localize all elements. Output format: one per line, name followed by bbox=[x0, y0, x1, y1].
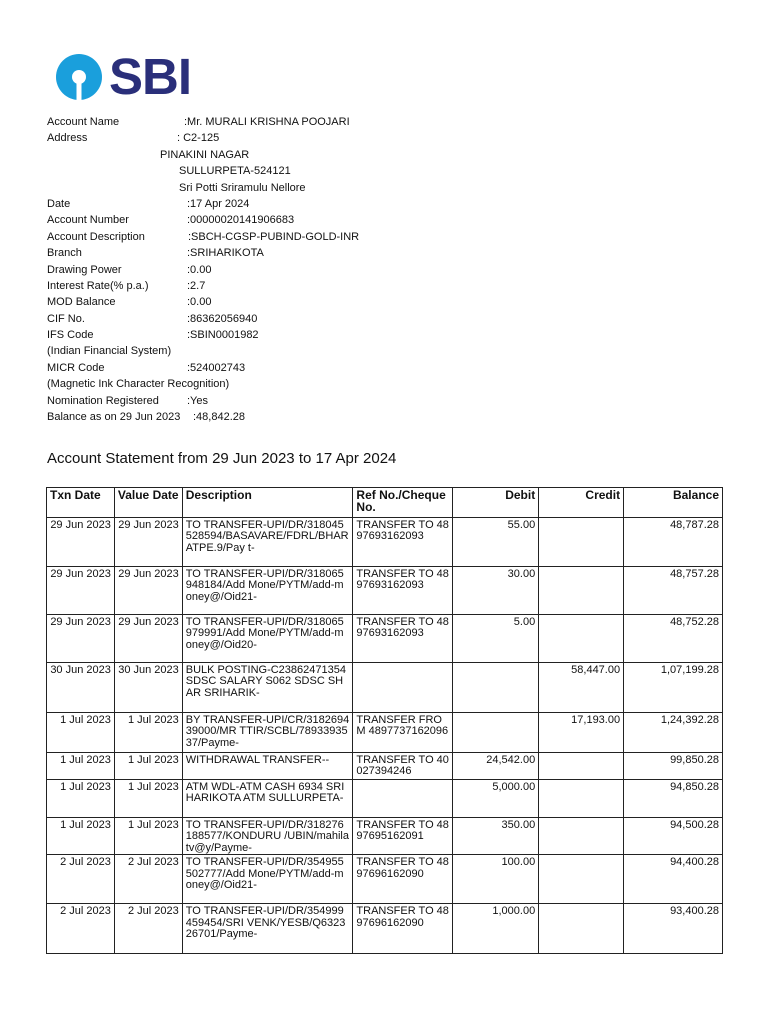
account-description-label: Account Description bbox=[47, 230, 145, 243]
debit-cell: 30.00 bbox=[453, 567, 539, 615]
balance-cell: 94,400.28 bbox=[624, 855, 723, 904]
balance-cell: 48,757.28 bbox=[624, 567, 723, 615]
ifs-note-row bbox=[47, 343, 467, 359]
opening-balance-row bbox=[47, 409, 467, 425]
value-date-cell: 1 Jul 2023 bbox=[114, 753, 182, 780]
ref-cell: TRANSFER TO 4897695162091 bbox=[353, 818, 453, 855]
branch-row bbox=[47, 245, 467, 261]
table-row bbox=[47, 518, 723, 567]
description-cell: ATM WDL-ATM CASH 6934 SRIHARIKOTA ATM SULLURPETA- bbox=[182, 780, 353, 818]
table-row bbox=[47, 780, 723, 818]
ifs-code-value: :SBIN0001982 bbox=[187, 329, 259, 342]
txn-date-cell: 2 Jul 2023 bbox=[47, 855, 115, 904]
table-row bbox=[47, 753, 723, 780]
address-row-3 bbox=[47, 163, 467, 179]
credit-cell bbox=[539, 855, 624, 904]
value-date-cell: 1 Jul 2023 bbox=[114, 713, 182, 753]
address-line-1: : C2-125 bbox=[177, 132, 220, 145]
description-cell: WITHDRAWAL TRANSFER-- bbox=[182, 753, 353, 780]
interest-rate-value: :2.7 bbox=[187, 279, 206, 292]
credit-cell bbox=[539, 904, 624, 954]
sbi-keyhole-logo-icon bbox=[55, 53, 103, 101]
value-date-cell: 29 Jun 2023 bbox=[114, 518, 182, 567]
credit-cell: 58,447.00 bbox=[539, 663, 624, 713]
debit-cell: 24,542.00 bbox=[453, 753, 539, 780]
ref-cell bbox=[353, 663, 453, 713]
address-row-2 bbox=[47, 147, 467, 163]
date-label: Date bbox=[47, 197, 71, 210]
value-date-cell: 2 Jul 2023 bbox=[114, 855, 182, 904]
debit-cell: 55.00 bbox=[453, 518, 539, 567]
txn-date-cell: 1 Jul 2023 bbox=[47, 818, 115, 855]
ifs-note-label: (Indian Financial System) bbox=[47, 345, 172, 358]
description-cell: TO TRANSFER-UPI/DR/354999459454/SRI VENK/YESB/Q632326701/Payme- bbox=[182, 904, 353, 954]
credit-cell bbox=[539, 780, 624, 818]
debit-cell bbox=[453, 713, 539, 753]
ref-cell: TRANSFER TO 4897696162090 bbox=[353, 855, 453, 904]
credit-cell bbox=[539, 615, 624, 663]
nomination-label: Nomination Registered bbox=[47, 394, 159, 407]
value-date-cell: 2 Jul 2023 bbox=[114, 904, 182, 954]
ref-cell: TRANSFER FROM 4897737162096 bbox=[353, 713, 453, 753]
sbi-logo bbox=[55, 48, 192, 105]
description-cell: TO TRANSFER-UPI/DR/318045528594/BASAVARE/FDRL/BHARATPE.9/Pay t- bbox=[182, 518, 353, 567]
debit-cell: 5,000.00 bbox=[453, 780, 539, 818]
table-row bbox=[47, 713, 723, 753]
account-number-row bbox=[47, 212, 467, 228]
ref-cell: TRANSFER TO 4897696162090 bbox=[353, 904, 453, 954]
account-description-row bbox=[47, 229, 467, 245]
balance-cell: 99,850.28 bbox=[624, 753, 723, 780]
col-header-debit: Debit bbox=[453, 488, 539, 518]
balance-cell: 94,500.28 bbox=[624, 818, 723, 855]
micr-code-label: MICR Code bbox=[47, 361, 105, 374]
description-cell: TO TRANSFER-UPI/DR/354955502777/Add Mone/PYTM/add-money@/Oid21- bbox=[182, 855, 353, 904]
mod-balance-row bbox=[47, 294, 467, 310]
balance-cell: 1,24,392.28 bbox=[624, 713, 723, 753]
col-header-credit: Credit bbox=[539, 488, 624, 518]
cif-value: :86362056940 bbox=[187, 312, 258, 325]
branch-value: :SRIHARIKOTA bbox=[187, 247, 264, 260]
ifs-code-row bbox=[47, 327, 467, 343]
ref-cell: TRANSFER TO 4897693162093 bbox=[353, 567, 453, 615]
statement-title: Account Statement from 29 Jun 2023 to 17 Apr 2024 bbox=[47, 450, 397, 467]
cif-row bbox=[47, 311, 467, 327]
address-row bbox=[47, 130, 467, 146]
interest-rate-row bbox=[47, 278, 467, 294]
credit-cell: 17,193.00 bbox=[539, 713, 624, 753]
col-header-ref-no: Ref No./Cheque No. bbox=[353, 488, 453, 518]
balance-cell: 48,752.28 bbox=[624, 615, 723, 663]
debit-cell: 5.00 bbox=[453, 615, 539, 663]
debit-cell: 100.00 bbox=[453, 855, 539, 904]
balance-cell: 48,787.28 bbox=[624, 518, 723, 567]
balance-cell: 1,07,199.28 bbox=[624, 663, 723, 713]
drawing-power-row bbox=[47, 262, 467, 278]
address-line-3: SULLURPETA-524121 bbox=[179, 165, 291, 178]
table-row bbox=[47, 855, 723, 904]
col-header-balance: Balance bbox=[624, 488, 723, 518]
ref-cell bbox=[353, 780, 453, 818]
value-date-cell: 1 Jul 2023 bbox=[114, 780, 182, 818]
ref-cell: TRANSFER TO 40027394246 bbox=[353, 753, 453, 780]
txn-date-cell: 30 Jun 2023 bbox=[47, 663, 115, 713]
micr-code-value: :524002743 bbox=[187, 361, 246, 374]
account-description-value: :SBCH-CGSP-PUBIND-GOLD-INR bbox=[188, 230, 360, 243]
col-header-description: Description bbox=[182, 488, 353, 518]
balance-cell: 93,400.28 bbox=[624, 904, 723, 954]
txn-date-cell: 1 Jul 2023 bbox=[47, 713, 115, 753]
table-header-row bbox=[47, 488, 723, 518]
description-cell: BULK POSTING-C23862471354SDSC SALARY S062 SDSC SHAR SRIHARIK- bbox=[182, 663, 353, 713]
date-row bbox=[47, 196, 467, 212]
credit-cell bbox=[539, 753, 624, 780]
address-line-4: Sri Potti Sriramulu Nellore bbox=[179, 181, 306, 194]
opening-balance-value: :48,842.28 bbox=[193, 411, 245, 424]
account-name-label: Account Name bbox=[47, 116, 120, 128]
credit-cell bbox=[539, 518, 624, 567]
col-header-txn-date: Txn Date bbox=[47, 488, 115, 518]
col-header-value-date: Value Date bbox=[114, 488, 182, 518]
account-number-value: :00000020141906683 bbox=[187, 214, 295, 227]
date-value: :17 Apr 2024 bbox=[187, 197, 250, 210]
micr-note-row bbox=[47, 376, 467, 392]
value-date-cell: 30 Jun 2023 bbox=[114, 663, 182, 713]
nomination-row bbox=[47, 393, 467, 409]
account-name-row bbox=[47, 114, 467, 130]
credit-cell bbox=[539, 567, 624, 615]
debit-cell bbox=[453, 663, 539, 713]
cif-label: CIF No. bbox=[47, 312, 85, 325]
account-name-value: :Mr. MURALI KRISHNA POOJARI bbox=[184, 116, 350, 128]
interest-rate-label: Interest Rate(% p.a.) bbox=[47, 279, 149, 292]
value-date-cell: 1 Jul 2023 bbox=[114, 818, 182, 855]
mod-balance-value: :0.00 bbox=[187, 296, 212, 309]
value-date-cell: 29 Jun 2023 bbox=[114, 567, 182, 615]
nomination-value: :Yes bbox=[187, 394, 209, 407]
sbi-logo-text: SBI bbox=[109, 48, 192, 105]
address-label: Address bbox=[47, 132, 88, 145]
txn-date-cell: 1 Jul 2023 bbox=[47, 753, 115, 780]
txn-date-cell: 29 Jun 2023 bbox=[47, 615, 115, 663]
ifs-code-label: IFS Code bbox=[47, 329, 94, 342]
description-cell: TO TRANSFER-UPI/DR/318065948184/Add Mone/PYTM/add-money@/Oid21- bbox=[182, 567, 353, 615]
table-row bbox=[47, 567, 723, 615]
table-row bbox=[47, 904, 723, 954]
txn-date-cell: 2 Jul 2023 bbox=[47, 904, 115, 954]
ref-cell: TRANSFER TO 4897693162093 bbox=[353, 615, 453, 663]
mod-balance-label: MOD Balance bbox=[47, 296, 116, 309]
txn-date-cell: 29 Jun 2023 bbox=[47, 518, 115, 567]
micr-note-label: (Magnetic Ink Character Recognition) bbox=[47, 378, 230, 391]
address-line-2: PINAKINI NAGAR bbox=[160, 148, 250, 161]
transactions-table bbox=[46, 487, 723, 954]
branch-label: Branch bbox=[47, 247, 82, 260]
table-row bbox=[47, 615, 723, 663]
address-row-4 bbox=[47, 180, 467, 196]
ref-cell: TRANSFER TO 4897693162093 bbox=[353, 518, 453, 567]
account-number-label: Account Number bbox=[47, 214, 129, 227]
description-cell: TO TRANSFER-UPI/DR/318276188577/KONDURU /UBIN/mahilatv@y/Payme- bbox=[182, 818, 353, 855]
micr-code-row bbox=[47, 360, 467, 376]
txn-date-cell: 1 Jul 2023 bbox=[47, 780, 115, 818]
drawing-power-label: Drawing Power bbox=[47, 263, 122, 276]
opening-balance-label: Balance as on 29 Jun 2023 bbox=[47, 411, 181, 424]
description-cell: BY TRANSFER-UPI/CR/318269439000/MR TTIR/SCBL/7893393537/Payme- bbox=[182, 713, 353, 753]
value-date-cell: 29 Jun 2023 bbox=[114, 615, 182, 663]
table-row bbox=[47, 818, 723, 855]
table-row bbox=[47, 663, 723, 713]
credit-cell bbox=[539, 818, 624, 855]
drawing-power-value: :0.00 bbox=[187, 263, 212, 276]
balance-cell: 94,850.28 bbox=[624, 780, 723, 818]
account-details bbox=[47, 114, 467, 425]
debit-cell: 1,000.00 bbox=[453, 904, 539, 954]
description-cell: TO TRANSFER-UPI/DR/318065979991/Add Mone/PYTM/add-money@/Oid20- bbox=[182, 615, 353, 663]
debit-cell: 350.00 bbox=[453, 818, 539, 855]
txn-date-cell: 29 Jun 2023 bbox=[47, 567, 115, 615]
